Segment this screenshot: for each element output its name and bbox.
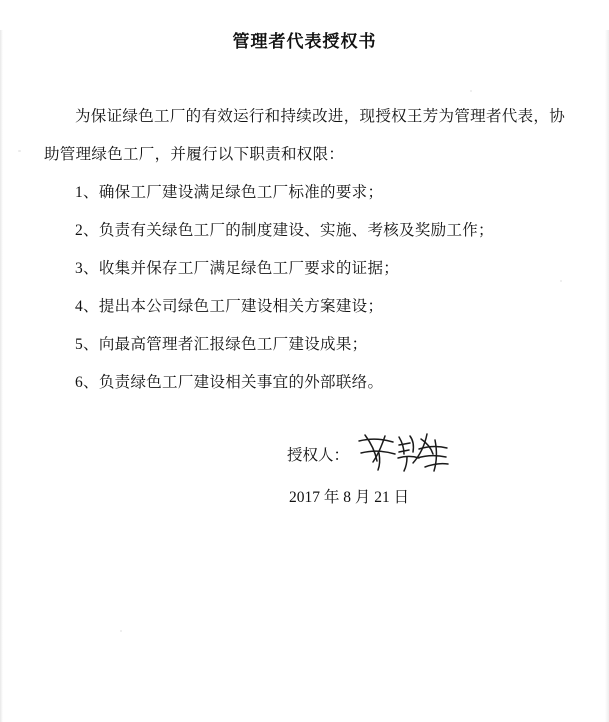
scan-speck: [560, 280, 562, 282]
scan-speck: [18, 150, 21, 152]
scan-speck: [470, 90, 472, 92]
list-item: 2、负责有关绿色工厂的制度建设、实施、考核及奖励工作；: [75, 221, 494, 239]
list-item: 1、确保工厂建设满足绿色工厂标准的要求；: [75, 183, 384, 201]
page-title: 管理者代表授权书: [232, 32, 377, 51]
page-left-edge-shadow: [0, 30, 3, 722]
signature-line: [287, 435, 547, 469]
duties-list: [44, 174, 565, 402]
signature-label: 授权人：: [287, 447, 350, 465]
document-page: [0, 30, 609, 722]
scan-speck: [120, 630, 122, 632]
page-right-edge-shadow: [605, 30, 609, 722]
handwritten-signature-icon: [355, 431, 451, 473]
list-item: 6、负责绿色工厂建设相关事宜的外部联络。: [75, 373, 384, 391]
document-body: [0, 98, 609, 402]
list-item: 3、收集并保存工厂满足绿色工厂要求的证据；: [75, 259, 400, 277]
list-item: 5、向最高管理者汇报绿色工厂建设成果；: [75, 335, 368, 353]
signature-date: 2017 年 8 月 21 日: [289, 489, 410, 506]
signature-block: [287, 435, 547, 512]
intro-paragraph: 为保证绿色工厂的有效运行和持续改进，现授权王芳为管理者代表，协助管理绿色工厂，并履行以下职责和权限：: [44, 107, 565, 163]
list-item: 4、提出本公司绿色工厂建设相关方案建设；: [75, 297, 384, 315]
